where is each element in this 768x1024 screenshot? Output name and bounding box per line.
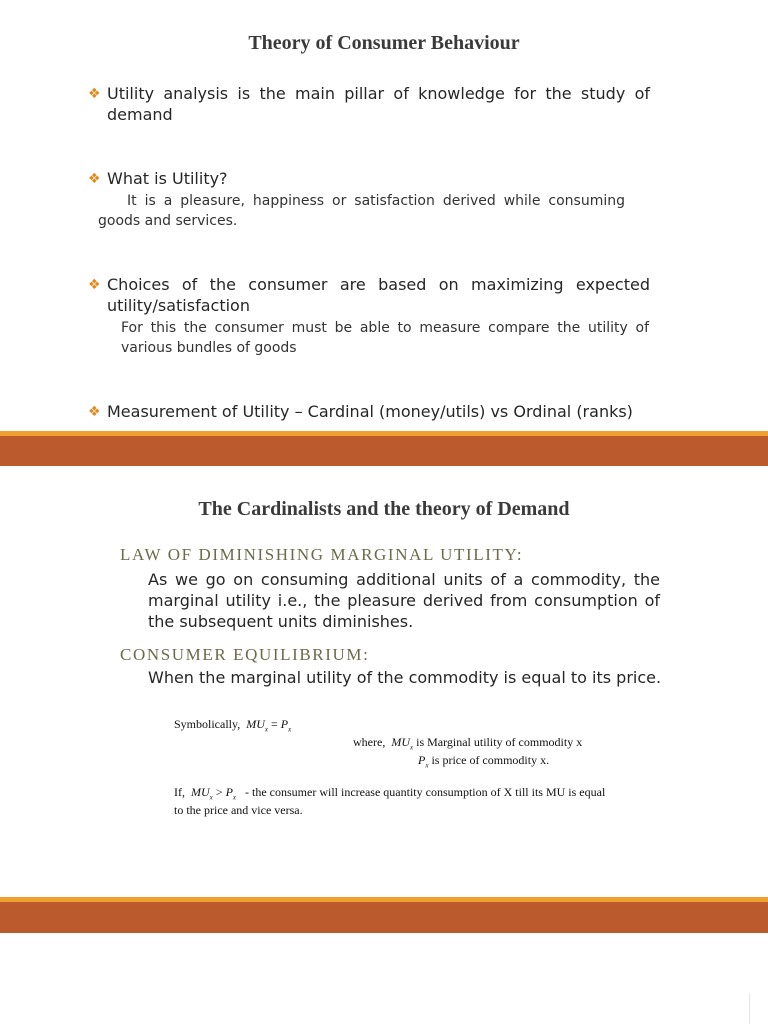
where-mu-line: where, $MU_x$ is Marginal utility of commodity x — [353, 735, 583, 752]
slide-3-partial — [0, 933, 768, 1024]
slide-1 — [0, 0, 768, 432]
bullet-what-is-utility — [88, 168, 650, 189]
bullet-text: Measurement of Utility – Cardinal (money/utils) vs Ordinal (ranks) — [107, 402, 633, 421]
if-text-1: - the consumer will increase quantity consumption of X till its MU is equal — [245, 785, 606, 799]
divider-band-2 — [0, 902, 768, 933]
utility-definition: It is a pleasure, happiness or satisfaction derived while consuming goods and services. — [98, 193, 625, 229]
diamond-bullet-icon: ❖ — [88, 404, 101, 420]
diamond-bullet-icon: ❖ — [88, 277, 101, 293]
symbolic-equation: Symbolically, $MU_x = P_x$ — [174, 717, 292, 734]
where-p-line: $P_x$ is price of commodity x. — [418, 753, 550, 770]
divider-band — [0, 436, 768, 466]
if-condition-line: If, $MU_x > P_x$ - the consumer will increase quantity consumption of X till its MU is equal — [174, 785, 606, 802]
equilibrium-text: When the marginal utility of the commodity is equal to its price. — [148, 668, 662, 687]
bullet-measurement — [88, 401, 668, 422]
symbolically-label: Symbolically, — [174, 717, 241, 731]
equation-formula: $MU_x$ — [246, 717, 268, 734]
if-text-line-2: to the price and vice versa. — [174, 803, 303, 817]
bullet-text: Choices of the consumer are based on maximizing expected utility/satisfaction — [107, 275, 650, 315]
slide-2-title: The Cardinalists and the theory of Demand — [198, 498, 570, 520]
choices-detail: For this the consumer must be able to measure compare the utility of various bundles of goods — [121, 320, 649, 356]
bullet-text: Utility analysis is the main pillar of knowledge for the study of demand — [107, 84, 650, 124]
diamond-bullet-icon: ❖ — [88, 171, 101, 187]
where-mu-text: is Marginal utility of commodity x — [416, 735, 583, 749]
slide-edge-line — [749, 993, 750, 1024]
bullet-utility-analysis — [88, 83, 650, 125]
if-label: If, — [174, 785, 185, 799]
law-heading: LAW OF DIMINISHING MARGINAL UTILITY: — [120, 545, 524, 564]
slide-2 — [0, 466, 768, 897]
law-text: As we go on consuming additional units of a commodity, the marginal utility i.e., the pleasure derived from consumption of the subsequent units diminishes. — [148, 570, 660, 631]
equilibrium-heading: CONSUMER EQUILIBRIUM: — [120, 645, 370, 664]
where-label: where, — [353, 735, 386, 749]
slide-1-title: Theory of Consumer Behaviour — [248, 32, 520, 54]
bullet-text: What is Utility? — [107, 169, 228, 188]
diamond-bullet-icon: ❖ — [88, 86, 101, 102]
bullet-choices — [88, 274, 650, 316]
where-p-text: is price of commodity x. — [431, 753, 550, 767]
